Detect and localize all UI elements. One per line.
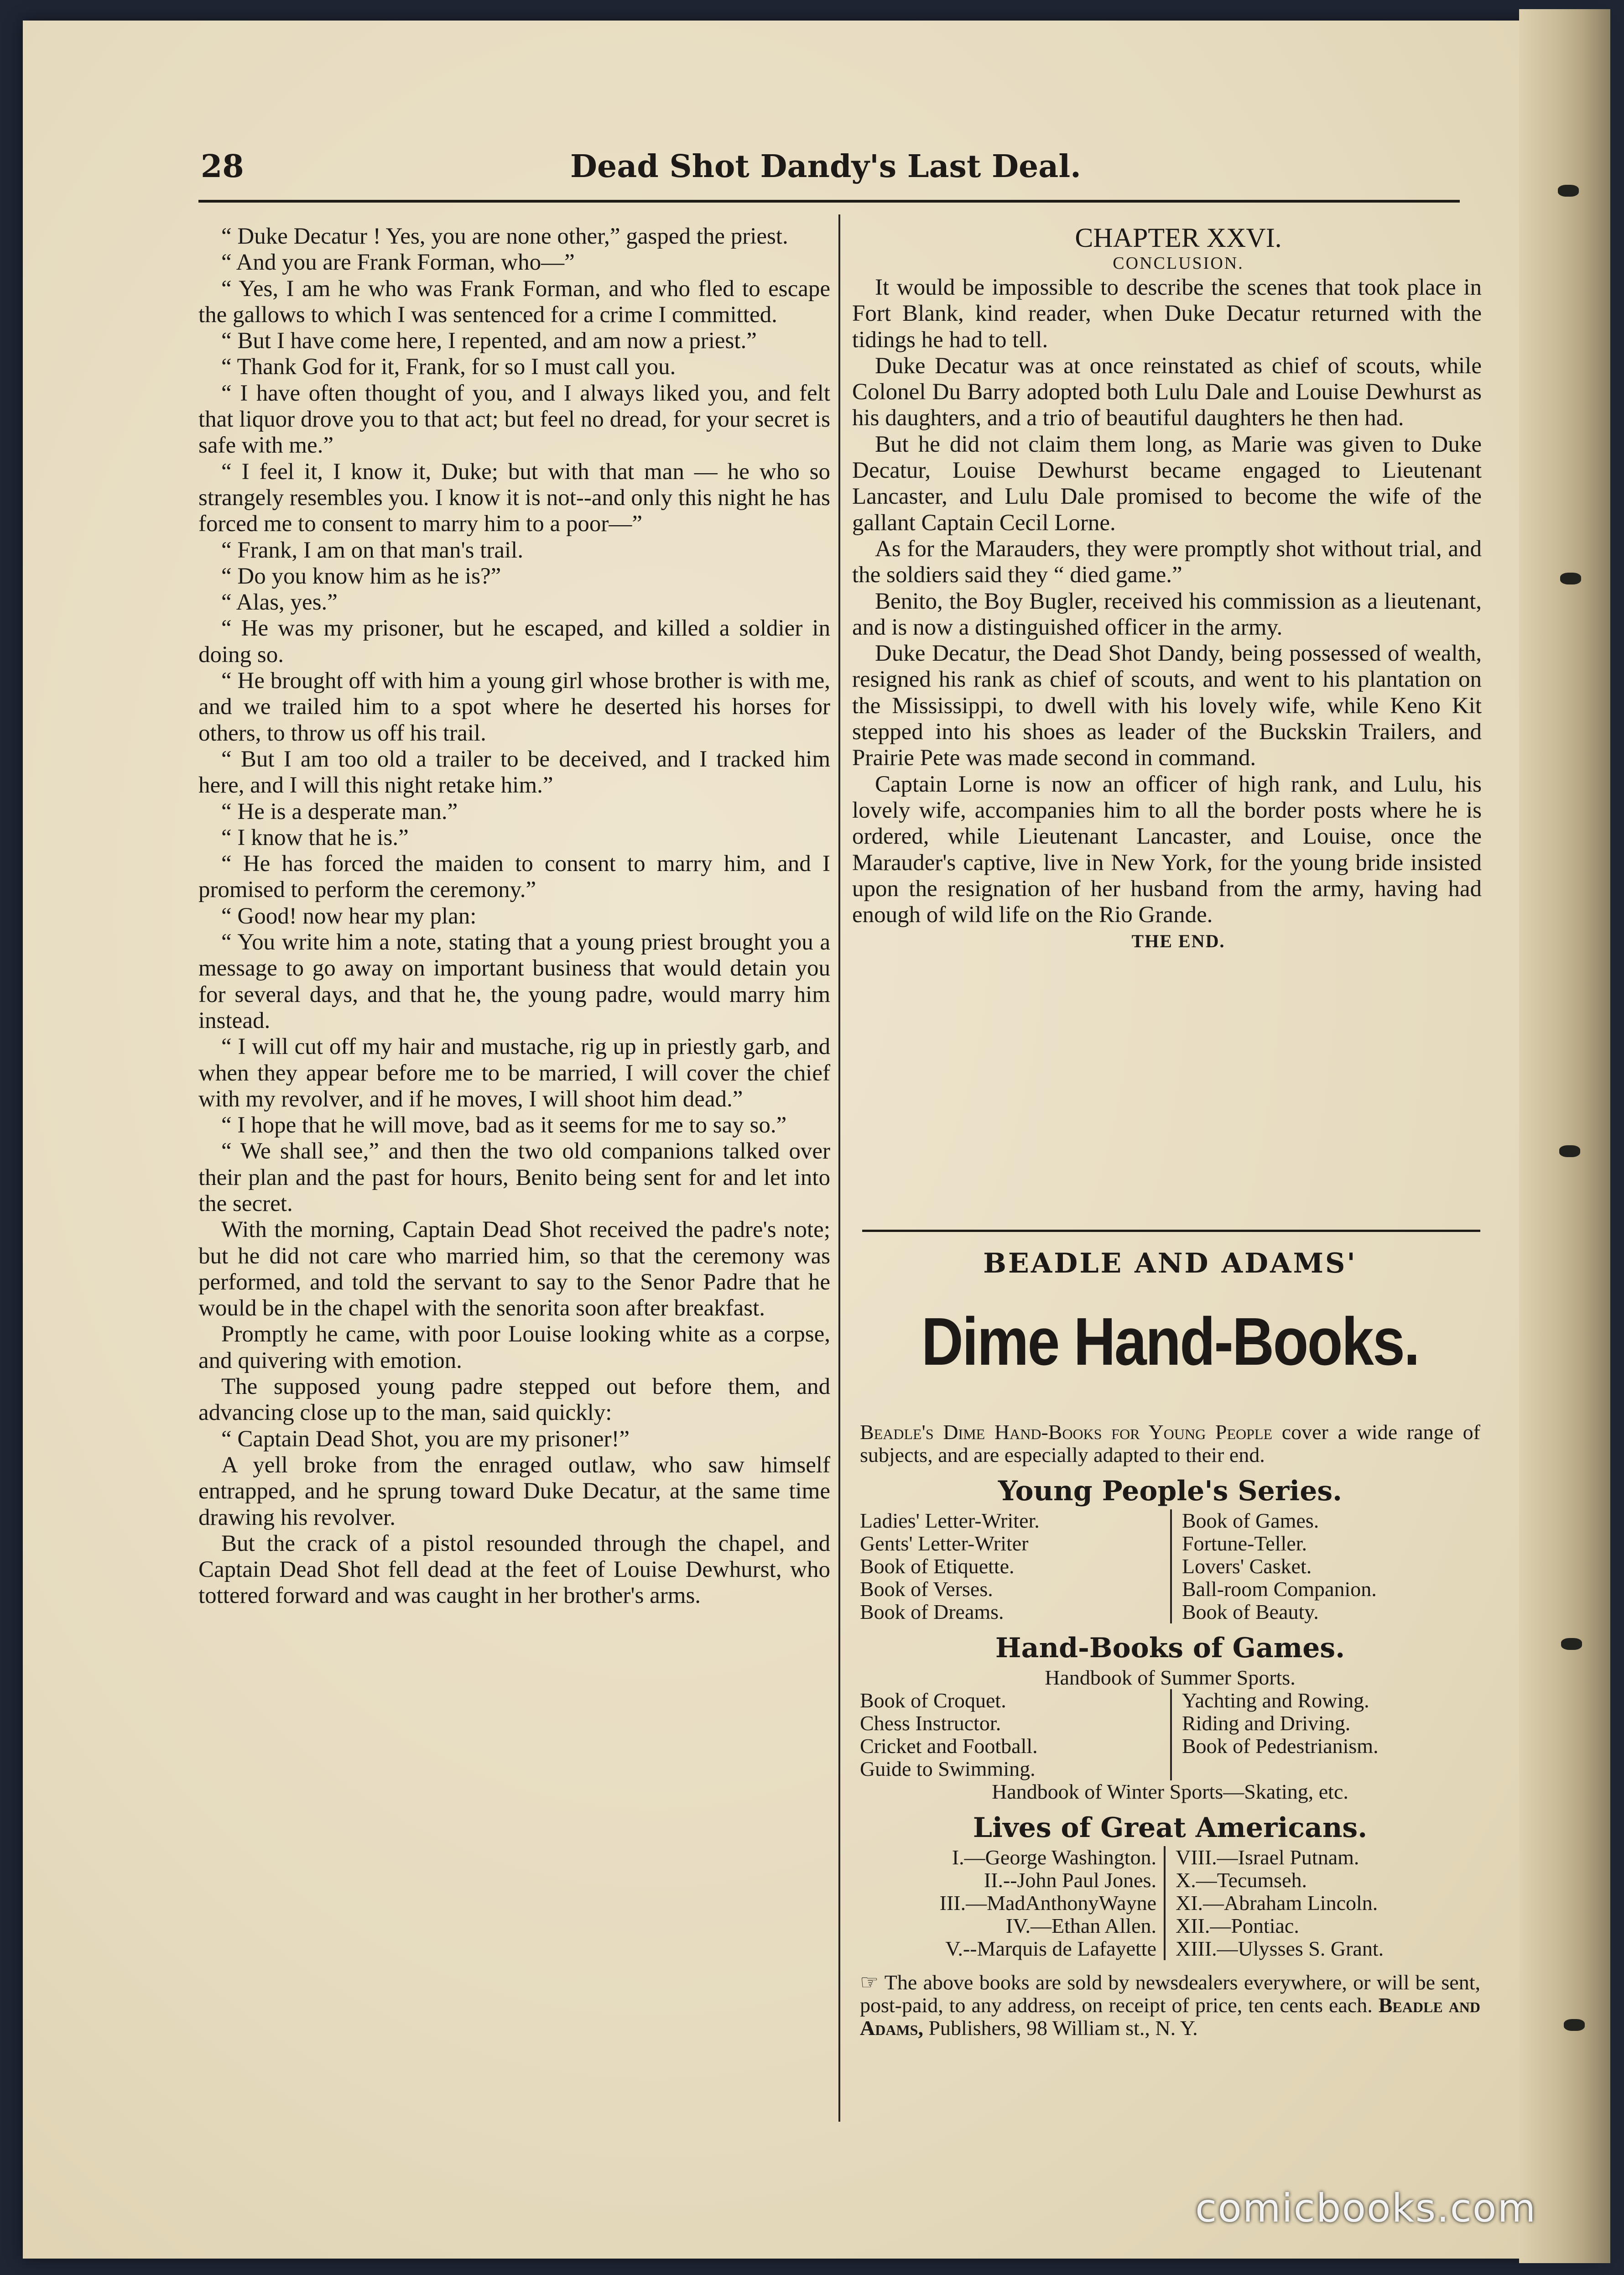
paragraph: Duke Decatur, the Dead Shot Dandy, being possessed of wealth, resigned his rank as chief of scouts, and went to his plantation on the Mississippi, to dwell with his lovely wife, while Keno Kit stepped into his shoes as leader of the Buckskin Trailers, and Prairie Pete was made second in command. xyxy=(852,641,1482,771)
paragraph: “ I know that he is.” xyxy=(221,824,409,851)
column-divider xyxy=(838,214,840,2122)
paragraph: “ Captain Dead Shot, you are my prisoner!” xyxy=(221,1426,630,1452)
paragraph: But he did not claim them long, as Marie was given to Duke Decatur, Louise Dewhurst became engaged to Lieutenant Lancaster, and Lulu Dale promised to become the wife of the gallant Captain Cecil Lorne. xyxy=(852,431,1482,536)
ad-intro-lead: Beadle's Dime Hand-Books for Young People xyxy=(860,1420,1273,1444)
paragraph: “ But I am too old a trailer to be deceived, and I tracked him here, and I will this night retake him.” xyxy=(198,746,830,798)
games-list xyxy=(855,1689,1485,1780)
paragraph: With the morning, Captain Dead Shot received the padre's note; but he did not care who married him, so that the ceremony was performed, and told the servant to say to the Senor Padre that he would be in the chapel with the senorita soon after breakfast. xyxy=(198,1217,830,1321)
ad-footer xyxy=(855,1971,1485,2040)
list-item: XII.—Pontiac. xyxy=(1176,1914,1299,1937)
paragraph: Promptly he came, with poor Louise looking white as a corpse, and quivering with emotion. xyxy=(198,1321,830,1373)
list-item: IV.—Ethan Allen. xyxy=(1005,1914,1156,1937)
lives-list xyxy=(855,1846,1485,1960)
list-item: II.--John Paul Jones. xyxy=(984,1868,1156,1892)
the-end-label: THE END. xyxy=(1131,931,1225,952)
list-item: Lovers' Casket. xyxy=(1182,1555,1312,1578)
paragraph: “ And you are Frank Forman, who—” xyxy=(221,250,575,276)
list-item: I.—George Washington. xyxy=(952,1846,1156,1869)
ad-intro-rest: cover a wide range of subjects, and are especially adapted to their end. xyxy=(860,1420,1480,1466)
list-column xyxy=(1170,1509,1474,1623)
list-item: Book of Pedestrianism. xyxy=(1182,1734,1379,1758)
chapter-subtitle: CONCLUSION. xyxy=(1113,254,1244,273)
list-column xyxy=(1170,1689,1474,1780)
right-column xyxy=(852,224,1482,955)
binding-stitch-icon xyxy=(1560,573,1581,584)
paragraph: “ Frank, I am on that man's trail. xyxy=(221,537,524,563)
list-item: Book of Games. xyxy=(1182,1509,1319,1532)
list-column xyxy=(1164,1846,1468,1960)
paragraph: “ He brought off with him a young girl whose brother is with me, and we trailed him to a spot where he deserted his horses for others, to throw us off his trail. xyxy=(198,668,830,746)
chapter-title: CHAPTER XXVI. xyxy=(1075,223,1282,253)
paragraph: Duke Decatur was at once reinstated as chief of scouts, while Colonel Du Barry adopted both Lulu Dale and Louise Dewhurst as his daughters, and a trio of beautiful daughters he then had. xyxy=(852,353,1482,431)
advertisement xyxy=(855,1241,1485,2061)
list-item: Book of Verses. xyxy=(860,1577,993,1601)
watermark: comicbooks.com xyxy=(1195,2186,1537,2231)
list-item: XIII.—Ulysses S. Grant. xyxy=(1176,1937,1384,1960)
paragraph: “ Thank God for it, Frank, for so I must call you. xyxy=(221,354,676,380)
games-top-line: Handbook of Summer Sports. xyxy=(1045,1666,1296,1689)
paragraph: “ I feel it, I know it, Duke; but with that man — he who so strangely resembles you. I know it is not--and only this night he has forced me to consent to marry him to a poor—” xyxy=(198,459,830,537)
list-item: Book of Etiquette. xyxy=(860,1555,1015,1578)
list-item: XI.—Abraham Lincoln. xyxy=(1176,1891,1378,1915)
paragraph: “ Do you know him as he is?” xyxy=(221,563,501,589)
bound-page-edge xyxy=(1519,9,1610,2263)
list-item: Book of Beauty. xyxy=(1182,1600,1319,1623)
paragraph: The supposed young padre stepped out before them, and advancing close up to the man, said quickly: xyxy=(198,1374,830,1426)
ad-footer-address: Publishers, 98 William st., N. Y. xyxy=(928,2016,1198,2040)
list-item: Book of Croquet. xyxy=(860,1689,1006,1712)
paragraph: “ He is a desperate man.” xyxy=(221,798,458,824)
paragraph: “ He was my prisoner, but he escaped, and killed a soldier in doing so. xyxy=(198,616,830,668)
list-item: V.--Marquis de Lafayette xyxy=(945,1937,1156,1960)
list-item: VIII.—Israel Putnam. xyxy=(1176,1846,1359,1869)
list-item: Ladies' Letter-Writer. xyxy=(860,1509,1040,1532)
paragraph: “ We shall see,” and then the two old companions talked over their plan and the past for hours, Benito being sent for and let into the secret. xyxy=(198,1138,830,1216)
header-rule xyxy=(198,200,1460,203)
list-item: X.—Tecumseh. xyxy=(1176,1868,1307,1892)
paragraph: “ I have often thought of you, and I always liked you, and felt that liquor drove you to that act; but feel no dread, for your secret is safe with me.” xyxy=(198,380,830,459)
list-item: III.—MadAnthonyWayne xyxy=(939,1891,1156,1915)
list-item: Chess Instructor. xyxy=(860,1711,1001,1735)
ad-intro xyxy=(855,1421,1485,1466)
series-heading: Hand-Books of Games. xyxy=(995,1632,1345,1664)
running-title: Dead Shot Dandy's Last Deal. xyxy=(570,148,1081,185)
paragraph: A yell broke from the enraged outlaw, who saw himself entrapped, and he sprung toward Duke Decatur, at the same time drawing his revolver. xyxy=(198,1452,830,1530)
paragraph: It would be impossible to describe the scenes that took place in Fort Blank, kind reader, when Duke Decatur returned with the tidings he had to tell. xyxy=(852,275,1482,353)
games-bottom-line: Handbook of Winter Sports—Skating, etc. xyxy=(992,1780,1348,1803)
left-column xyxy=(198,224,830,1609)
binding-stitch-icon xyxy=(1559,1145,1580,1157)
young-series-list xyxy=(855,1509,1485,1623)
paragraph: Benito, the Boy Bugler, received his commission as a lieutenant, and is now a distinguished officer in the army. xyxy=(852,588,1482,640)
page-header xyxy=(201,148,1460,194)
list-item: Riding and Driving. xyxy=(1182,1711,1351,1735)
paragraph: “ Yes, I am he who was Frank Forman, and who fled to escape the gallows to which I was sentenced for a crime I committed. xyxy=(198,276,830,328)
ad-publisher: BEADLE AND ADAMS' xyxy=(983,1247,1357,1279)
binding-stitch-icon xyxy=(1558,185,1579,197)
list-item: Guide to Swimming. xyxy=(860,1757,1036,1780)
list-item: Cricket and Football. xyxy=(860,1734,1038,1758)
list-item: Fortune-Teller. xyxy=(1182,1532,1307,1555)
list-item: Book of Dreams. xyxy=(860,1600,1004,1623)
series-heading: Lives of Great Americans. xyxy=(973,1812,1368,1844)
list-column xyxy=(860,1846,1164,1960)
list-item: Yachting and Rowing. xyxy=(1182,1689,1369,1712)
ad-footer-publisher: Beadle and Adams, xyxy=(860,1993,1481,2040)
list-column xyxy=(860,1689,1170,1780)
page-number: 28 xyxy=(201,148,244,185)
paragraph: “ He has forced the maiden to consent to marry him, and I promised to perform the ceremony.” xyxy=(198,851,830,903)
pointing-hand-icon: ☞ xyxy=(860,1971,879,1994)
paragraph: “ Alas, yes.” xyxy=(221,590,338,616)
series-heading: Young People's Series. xyxy=(998,1475,1343,1507)
binding-stitch-icon xyxy=(1564,2019,1585,2031)
binding-stitch-icon xyxy=(1561,1638,1582,1650)
list-item: Gents' Letter-Writer xyxy=(860,1532,1029,1555)
list-column xyxy=(860,1509,1170,1623)
paragraph: “ Good! now hear my plan: xyxy=(221,903,477,929)
paragraph: As for the Marauders, they were promptly shot without trial, and the soldiers said they “ died game.” xyxy=(852,536,1482,588)
list-item: Ball-room Companion. xyxy=(1182,1577,1377,1601)
paragraph: Captain Lorne is now an officer of high rank, and Lulu, his lovely wife, accompanies him to all the border posts where he is ordered, while Lieutenant Lancaster, and Louise, once the Marauder's captive, live in New York, for the young bride insisted upon the resignation of her husband from the army, having had enough of wild life on the Rio Grande. xyxy=(852,771,1482,928)
ad-footer-text: The above books are sold by newsdealers everywhere, or will be sent, post-paid, to any address, on receipt of price, ten cents each. xyxy=(860,1971,1480,2017)
ad-title: Dime Hand-Books. xyxy=(921,1304,1419,1379)
paragraph: “ But I have come here, I repented, and am now a priest.” xyxy=(221,328,757,354)
paragraph: “ You write him a note, stating that a young priest brought you a message to go away on important business that would detain you for several days, and that he, the young padre, would marry him instead. xyxy=(198,929,830,1033)
paragraph: “ I will cut off my hair and mustache, rig up in priestly garb, and when they appear before me to be married, I will cover the chief with my revolver, and if he moves, I will shoot him dead.” xyxy=(198,1034,830,1112)
advertisement-rule xyxy=(862,1230,1480,1232)
paragraph: “ Duke Decatur ! Yes, you are none other,” gasped the priest. xyxy=(221,224,788,249)
paragraph: But the crack of a pistol resounded through the chapel, and Captain Dead Shot fell dead at the feet of Louise Dewhurst, who tottered forward and was caught in her brother's arms. xyxy=(198,1530,830,1609)
paragraph: “ I hope that he will move, bad as it seems for me to say so.” xyxy=(221,1112,787,1138)
